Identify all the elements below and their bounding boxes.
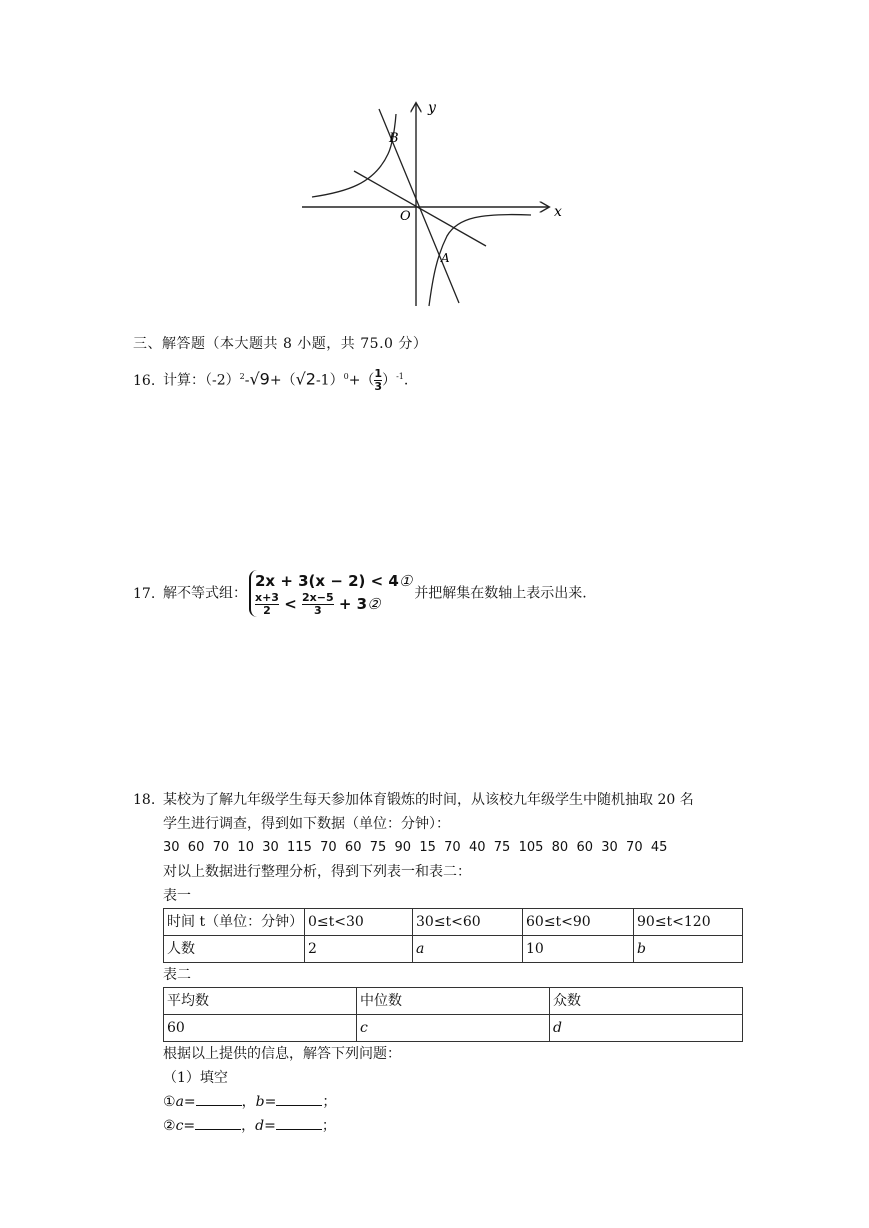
hyperbola-graph — [296, 96, 576, 311]
table-1 — [163, 908, 743, 963]
table-cell: 0≤t<30 — [305, 909, 413, 936]
q16-mid2: +（ — [269, 372, 296, 389]
table-cell: b — [634, 936, 743, 963]
y-axis-label: y — [428, 100, 436, 116]
q18-intro-1: 18. 某校为了解九年级学生每天参加体育锻炼的时间，从该校九年级学生中随机抽取 20 名 — [133, 788, 753, 812]
table-cell: d — [550, 1015, 743, 1042]
line-shallow — [354, 171, 486, 246]
q18-question-line: 根据以上提供的信息，解答下列问题： — [163, 1046, 401, 1062]
x-axis-label: x — [554, 204, 562, 220]
table-2 — [163, 987, 743, 1042]
q16-sqrt2: √2 — [295, 369, 316, 389]
q16-mid4: +（ — [348, 372, 375, 389]
answer-blank-b[interactable] — [276, 1091, 322, 1106]
answer-blank-a[interactable] — [196, 1091, 242, 1106]
table-cell: 平均数 — [164, 988, 357, 1015]
question-number: 17. — [133, 585, 156, 602]
inequality-2: $\frac{x+3}{2}$ < $\frac{2x-5}{3}$ + 3② — [255, 591, 381, 617]
table-cell: 时间 t（单位：分钟） — [164, 909, 305, 936]
q16-end: . — [403, 372, 409, 389]
table-row — [164, 909, 743, 936]
table1-wrap — [133, 908, 753, 963]
answer-blank-d[interactable] — [276, 1115, 322, 1130]
q16-exp-neg1: -1 — [396, 371, 404, 381]
q18-fill-2: ②c= ，d= ； — [133, 1114, 753, 1138]
q16-sqrt9: √9 — [249, 369, 270, 389]
section-heading: 三、解答题（本大题共 8 小题，共 75.0 分） — [133, 336, 428, 352]
table-cell: 中位数 — [357, 988, 550, 1015]
q16-frac-num: 1 — [374, 367, 383, 380]
table-cell: 10 — [523, 936, 634, 963]
table-cell: 众数 — [550, 988, 743, 1015]
table-cell: 60 — [164, 1015, 357, 1042]
q16-exp0: 0 — [343, 371, 349, 381]
table-cell: 90≤t<120 — [634, 909, 743, 936]
frac-left: $\frac{x+3}{2}$ — [255, 591, 279, 617]
q17-suffix: 并把解集在数轴上表示出来. — [414, 585, 587, 602]
table-cell: 30≤t<60 — [413, 909, 523, 936]
inequality-system — [249, 570, 412, 617]
q18-part1: （1）填空 — [163, 1070, 228, 1086]
table1-title: 表一 — [163, 888, 191, 904]
hyperbola-branch-left — [312, 114, 396, 197]
q18-fill-1: ①a= ，b= ； — [133, 1090, 753, 1114]
table-cell: c — [357, 1015, 550, 1042]
table2-title: 表二 — [163, 967, 191, 983]
mark-2: ② — [367, 595, 381, 613]
point-a-label: A — [441, 251, 450, 265]
q16-prefix: 计算：（-2） — [163, 372, 240, 389]
q16-fraction — [374, 368, 382, 393]
mark-1: ① — [398, 572, 413, 590]
table-row — [164, 1015, 743, 1042]
question-number: 16. — [133, 372, 156, 389]
question-number: 18. — [133, 792, 156, 808]
point-b-label: B — [389, 131, 399, 146]
q16-frac-den: 3 — [374, 380, 383, 393]
question-17 — [133, 570, 587, 617]
table-cell: a — [413, 936, 523, 963]
q16-mid5: ） — [382, 372, 397, 389]
question-16 — [133, 368, 408, 393]
q18-analysis-line: 对以上数据进行整理分析，得到下列表一和表二： — [163, 864, 471, 880]
table-row — [164, 988, 743, 1015]
frac-right: $\frac{2x-5}{3}$ — [302, 591, 334, 617]
table-cell: 2 — [305, 936, 413, 963]
q17-prefix: 解不等式组： — [163, 585, 247, 602]
table-cell: 人数 — [164, 936, 305, 963]
q16-exp2: 2 — [239, 371, 245, 381]
table-row — [164, 936, 743, 963]
inequality-1: 2x + 3(x − 2) < 4① — [255, 572, 413, 590]
q18-data-line: 30 60 70 10 30 115 70 60 75 90 15 70 40 75 105 80 60 30 70 45 — [163, 840, 668, 855]
table-cell: 60≤t<90 — [523, 909, 634, 936]
q18-intro-2: 学生进行调查，得到如下数据（单位：分钟）： — [163, 816, 450, 832]
origin-label: O — [400, 209, 411, 224]
question-18 — [133, 788, 753, 1138]
q16-mid1: - — [244, 372, 250, 389]
answer-blank-c[interactable] — [195, 1115, 241, 1130]
q16-mid3: -1） — [315, 372, 344, 389]
table2-wrap — [133, 987, 753, 1042]
